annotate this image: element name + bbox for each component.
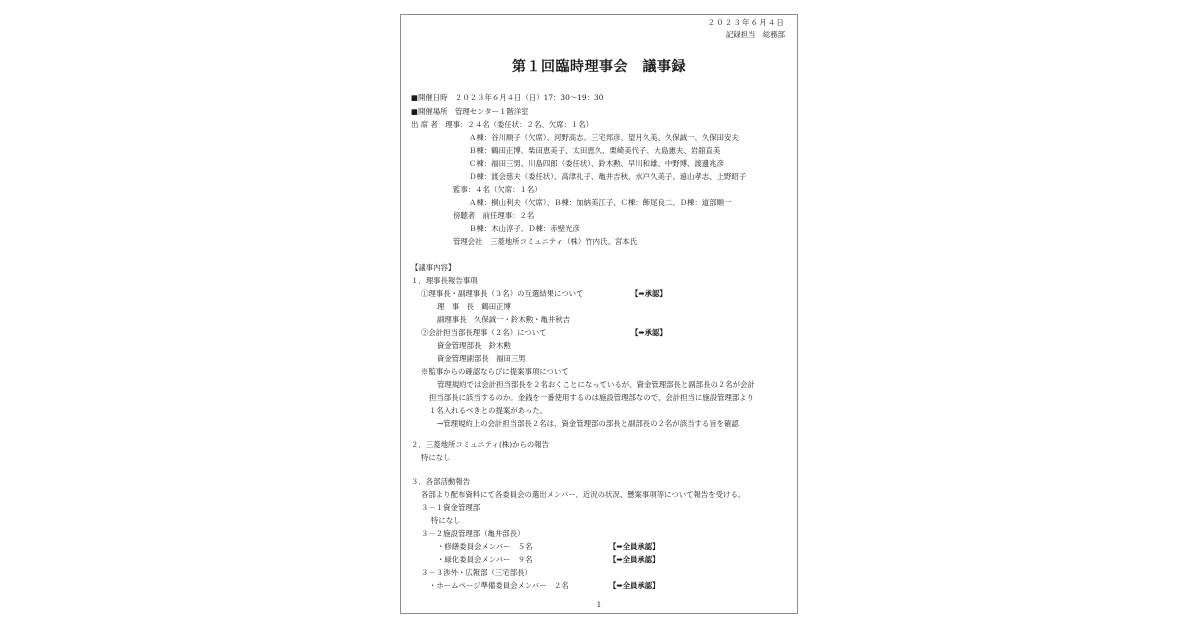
director-line: Ｄ棟：渡会慈夫（委任状）、高津礼子、亀井吉秋、水戸久美子、遠山孝志、上野昭子 (469, 172, 747, 181)
attendees-heading: 出 席 者 理事：２４名（委任状：２名、欠席：１名） (411, 120, 594, 129)
director-line: Ａ棟：谷川順子（欠席）、河野高志、三宅邦彦、望月久美、久保誠一、久保田安夫 (469, 133, 739, 142)
note-text: 担当部長に該当するのか。金銭を一番使用するのは施設管理部なので、会計担当に施設管理部より (429, 393, 755, 402)
approval-status: 【➡承認】 (631, 289, 667, 298)
management-company: 管理会社 三菱地所コミュニティ（株）竹内氏、宮本氏 (453, 237, 638, 246)
meeting-place: ■開催場所 管理センター１階洋室 (411, 107, 529, 116)
approval-status: 【➡全員承認】 (609, 555, 660, 564)
section-1-item-1: ①理事長・副理事長（３名）の互選結果について (421, 289, 584, 298)
observers-heading: 傍聴者 前任理事：２名 (453, 211, 535, 220)
note-text: 管理規約では会計担当部長を２名おくことになっているが、資金管理部長と副部長の２名が会計 (437, 380, 755, 389)
finance-deputy-line: 資金管理副部長 福田三男 (437, 354, 526, 363)
note-text: １名入れるべきとの提案があった。 (429, 406, 548, 415)
document-page (400, 14, 798, 614)
section-1-item-2: ②会計担当部長理事（２名）について (421, 328, 547, 337)
subsection-3-1: ３－１資金管理部 (421, 503, 481, 512)
auditors-line: Ａ棟：桐山利夫（欠席）、Ｂ棟：加納美江子、Ｃ棟：飾尾良二、Ｄ棟：道部順一 (469, 198, 732, 207)
page-number: 1 (596, 600, 602, 609)
auditor-note: ※監事からの確認ならびに提案事項について (421, 367, 569, 376)
meeting-datetime: ■開催日時 ２０２３年６月４日（日）17：30～19：30 (411, 93, 604, 102)
subsection-3-2: ３－２施設管理部（亀井部長） (421, 529, 525, 538)
approval-status: 【➡全員承認】 (609, 581, 660, 590)
subsection-3-1-body: 特になし (431, 516, 461, 525)
subsection-3-3: ３－３渉外・広報部（三宅部長） (421, 568, 532, 577)
auditors-heading: 監事：４名（欠席：１名） (453, 185, 542, 194)
observers-line: Ｂ棟：木山淳子、Ｄ棟：赤壁光彦 (469, 224, 580, 233)
committee-line: ・緑化委員会メンバー ９名 (437, 555, 533, 564)
section-2-title: ２．三菱地所コミュニティ(株)からの報告 (411, 440, 550, 449)
approval-status: 【➡全員承認】 (609, 542, 660, 551)
section-3-intro: 各部より配布資料にて各委員会の選出メンバー、近況の状況、懸案事項等について報告を受ける。 (421, 490, 746, 499)
approval-status: 【➡承認】 (631, 328, 667, 337)
agenda-heading: 【議事内容】 (411, 263, 456, 272)
chairman-line: 理 事 長 鶴田正博 (437, 302, 511, 311)
section-1-title: １．理事長報告事項 (411, 276, 478, 285)
document-date: ２０２３年６月４日 (707, 18, 785, 27)
vice-chairman-line: 副理事長 久保誠一・鈴木勲・亀井秋吉 (437, 315, 571, 324)
note-conclusion: →管理規約上の会計担当部長２名は、資金管理部の部長と副部長の２名が該当する旨を確認 (437, 419, 739, 428)
section-3-title: ３．各部活動報告 (411, 477, 471, 486)
finance-head-line: 資金管理部長 鈴木勲 (437, 341, 511, 350)
director-line: Ｃ棟：福田三男、川島四郎（委任状）、鈴木勲、早川和雄、中野博、渡邊兆彦 (469, 159, 724, 168)
committee-line: ・ホームページ準備委員会メンバー ２名 (429, 581, 569, 590)
committee-line: ・修繕委員会メンバー ５名 (437, 542, 533, 551)
document-title: 第１回臨時理事会 議事録 (512, 59, 686, 75)
director-line: Ｂ棟：鶴田正博、柴田恵美子、太田恵久、栗崎美代子、大島憲夫、岩舘直美 (469, 146, 721, 155)
recorder: 記録担当 総務部 (725, 30, 785, 39)
section-2-body: 特になし (421, 453, 451, 462)
